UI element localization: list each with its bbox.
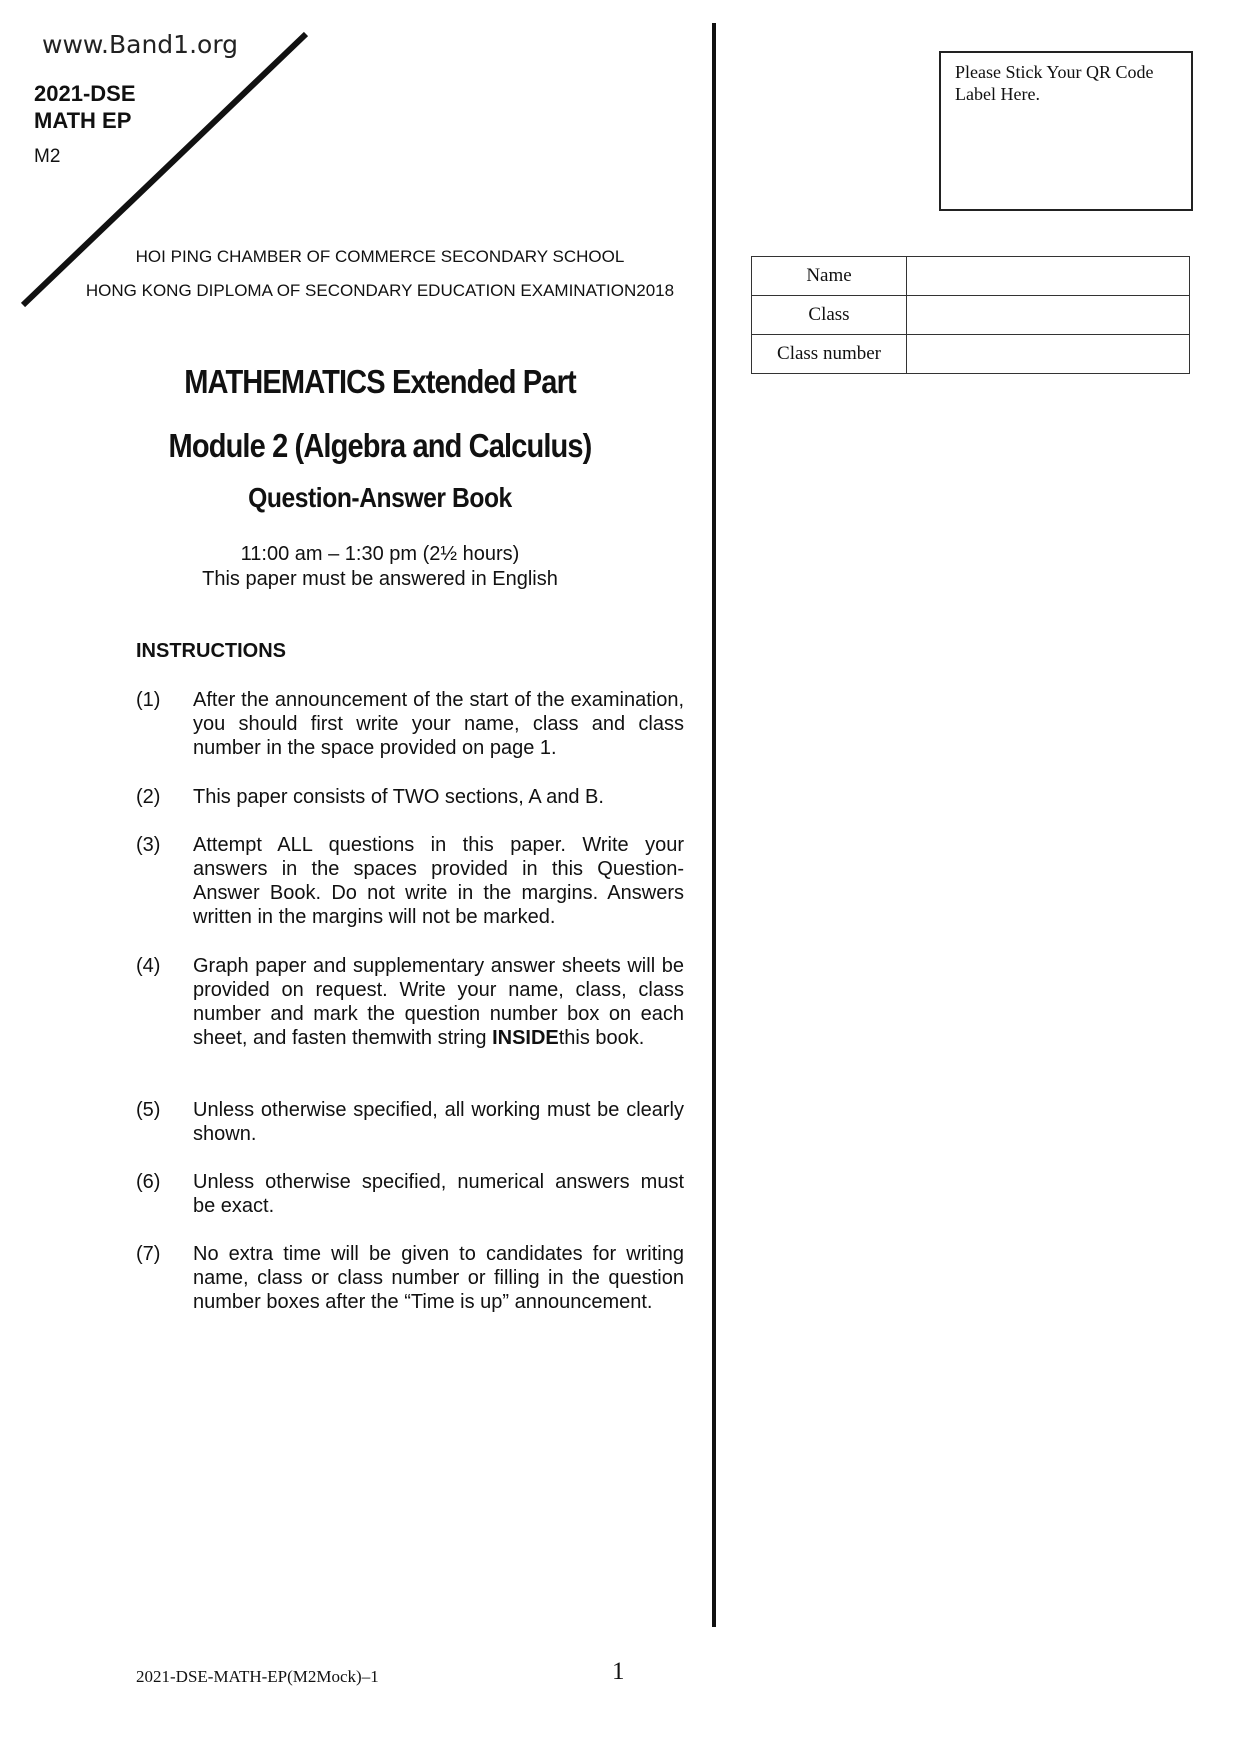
paper-code-line1: 2021-DSE bbox=[34, 81, 136, 106]
page-number: 1 bbox=[612, 1658, 625, 1685]
item-number: (6) bbox=[136, 1171, 161, 1193]
table-row bbox=[752, 257, 1190, 296]
watermark-text: www.Band1.org bbox=[42, 30, 239, 59]
item-text: Attempt ALL questions in this paper. Write your answers in the spaces provided in this Question-Answer Book. Do not write in the margins. Answers written in the margins will not be marked. bbox=[193, 834, 684, 928]
margin-divider bbox=[712, 23, 716, 1627]
exam-time bbox=[40, 542, 720, 592]
item-text-part: Graph paper and supplementary answer sheets will be provided on request. Write your name, class, class number and mark the question number box on each sheet, and fasten themwith string bbox=[193, 955, 684, 1049]
class-number-field[interactable] bbox=[907, 335, 1190, 374]
item-text: After the announcement of the start of the examination, you should first write your name, class and class number in the space provided on page 1. bbox=[193, 689, 684, 759]
paper-code-line2: MATH EP bbox=[34, 108, 132, 133]
title-line2: Module 2 (Algebra and Calculus) bbox=[168, 427, 592, 464]
qr-box-label: Please Stick Your QR Code Label Here. bbox=[955, 62, 1154, 104]
table-row bbox=[752, 335, 1190, 374]
class-field[interactable] bbox=[907, 296, 1190, 335]
item-text: This paper consists of TWO sections, A and B. bbox=[193, 786, 604, 808]
language-line: This paper must be answered in English bbox=[202, 568, 558, 590]
school-name: HOI PING CHAMBER OF COMMERCE SECONDARY SCHOOL bbox=[135, 247, 625, 266]
item-text: Unless otherwise specified, all working must be clearly shown. bbox=[193, 1099, 684, 1145]
item-number: (7) bbox=[136, 1243, 161, 1265]
qr-code-label-box bbox=[939, 51, 1193, 211]
name-label: Name bbox=[752, 257, 907, 296]
paper-code bbox=[34, 80, 136, 134]
name-field[interactable] bbox=[907, 257, 1190, 296]
class-number-label: Class number bbox=[752, 335, 907, 374]
item-number: (1) bbox=[136, 689, 161, 711]
item-number: (4) bbox=[136, 955, 161, 977]
item-number: (3) bbox=[136, 834, 161, 856]
module-code: M2 bbox=[34, 146, 61, 167]
item-text: No extra time will be given to candidates for writing name, class or class number or filling in the question number boxes after the “Time is up” announcement. bbox=[193, 1243, 684, 1313]
table-row bbox=[752, 296, 1190, 335]
item-text: Unless otherwise specified, numerical answers must be exact. bbox=[193, 1171, 684, 1217]
item-text bbox=[193, 954, 684, 1050]
title-line1: MATHEMATICS Extended Part bbox=[184, 363, 576, 400]
time-line: 11:00 am – 1:30 pm (2½ hours) bbox=[240, 543, 520, 565]
item-text-bold: INSIDE bbox=[492, 1027, 559, 1049]
item-number: (5) bbox=[136, 1099, 161, 1121]
item-text-part: this book. bbox=[558, 1027, 645, 1049]
candidate-info-table bbox=[751, 256, 1190, 374]
exam-name: HONG KONG DIPLOMA OF SECONDARY EDUCATION EXAMINATION2018 bbox=[85, 281, 675, 300]
item-number: (2) bbox=[136, 786, 161, 808]
footer-code: 2021-DSE-MATH-EP(M2Mock)–1 bbox=[136, 1667, 379, 1686]
title-line3: Question-Answer Book bbox=[248, 482, 512, 513]
instructions-heading: INSTRUCTIONS bbox=[136, 640, 286, 662]
class-label: Class bbox=[752, 296, 907, 335]
